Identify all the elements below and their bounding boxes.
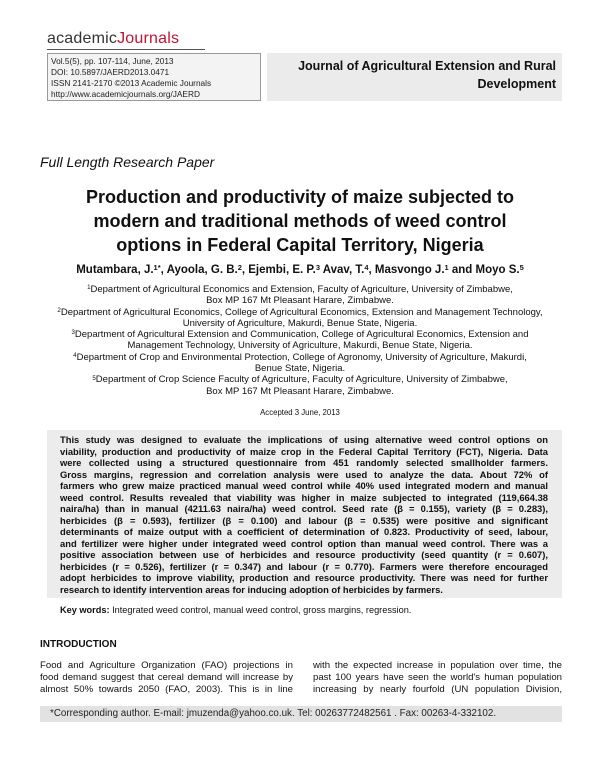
intro-line: almost 50% towards 2050 (FAO, 2003). This is in line [40, 684, 293, 695]
author-separator: , [368, 264, 375, 276]
paper-title [30, 185, 570, 257]
author-name: Avav, T. [322, 264, 365, 276]
intro-column-left [40, 660, 293, 696]
intro-column-right [313, 660, 562, 696]
footer-prefix: *Corresponding author. E-mail: [50, 708, 187, 719]
keywords [60, 604, 411, 616]
author-affiliation-mark: 1 [444, 262, 449, 272]
affiliation-line: Box MP 167 Mt Pleasant Harare, Zimbabwe. [206, 385, 394, 397]
author-name: Mutambara, J. [76, 264, 154, 276]
affiliation-list [30, 284, 570, 397]
journal-title-line: Journal of Agricultural Extension and Rural [298, 59, 556, 73]
journal-title-line: Development [477, 77, 556, 91]
affiliation-text: Department of Agricultural Economics and Extension, Faculty of Agriculture, University of Zimbabwe, [90, 284, 513, 295]
accepted-date: Accepted 3 June, 2013 [260, 408, 340, 417]
footer-contact: . Tel: 00263772482561 . Fax: 00263-4-332102. [291, 708, 497, 719]
keywords-label: Key words: [60, 605, 110, 615]
abstract-line: weed control. Results revealed that viability was higher in maize subjected to integrated (119,664.38 [60, 491, 548, 503]
footer-email[interactable]: jmuzenda@yahoo.co.uk [186, 708, 292, 719]
affiliation [30, 352, 570, 375]
intro-line: food demand suggest that cereal demand will increase by [40, 672, 293, 683]
affiliation [30, 374, 570, 397]
affiliation-line: Box MP 167 Mt Pleasant Harare, Zimbabwe. [206, 295, 394, 307]
abstract-line: viability, production and productivity of maize crop in the Federal Capital Territory (FCT), Nigeria. Data [60, 445, 548, 457]
author-affiliation-mark: 1* [153, 262, 161, 272]
affiliation [30, 329, 570, 352]
logo-underline [47, 49, 205, 50]
citation-info [47, 53, 261, 101]
journal-title [267, 53, 562, 101]
paper-title-line: modern and traditional methods of weed control [93, 211, 507, 231]
intro-line: increasing by nearly fourfold (UN population Division, [313, 684, 562, 695]
section-heading-introduction: INTRODUCTION [40, 639, 117, 650]
intro-line: with the expected increase in population over time, the [313, 660, 562, 671]
journal-logo [47, 30, 179, 48]
footer-note [40, 706, 562, 722]
abstract-box [47, 430, 562, 598]
affiliation-line [30, 352, 570, 363]
affiliation-text: Department of Crop and Environmental Protection, College of Agronomy, University of Agriculture, Makurdi, [76, 351, 527, 363]
abstract-line: and fertilizer were higher under integrated weed control option than manual weed control. There was a [60, 537, 548, 549]
affiliation-line [30, 329, 570, 340]
author-separator: , [160, 264, 167, 276]
citation-doi: DOI: 10.5897/JAERD2013.0471 [51, 67, 170, 77]
abstract-line: farmers who grew maize practiced manual weed control while 40% used integrated modern and manual [60, 480, 548, 491]
affiliation-line: University of Agriculture, Makurdi, Benue State, Nigeria. [182, 317, 418, 329]
abstract-line: research to identify intervention areas for inducing adoption of herbicides by farmers. [60, 583, 443, 595]
logo-word-academic: academic [47, 30, 118, 47]
author-separator: and [448, 264, 476, 276]
affiliation-line [30, 307, 570, 318]
abstract-line: adopt herbicides to improve viability, production and resource productivity. There was need for further [60, 572, 548, 583]
affiliation-mark: 1 [87, 284, 91, 292]
abstract-line: This study was designed to evaluate the implications of using alternative weed control options on [60, 434, 548, 445]
affiliation-mark: 4 [73, 352, 77, 360]
affiliation [30, 284, 570, 307]
abstract-line: were collected using a structured questionnaire from 451 randomly selected smallholder farmers. [60, 457, 548, 468]
author-name: Moyo S. [475, 264, 520, 276]
author-affiliation-mark: 5 [519, 262, 524, 272]
author-list [20, 262, 580, 278]
affiliation-mark: 2 [57, 306, 61, 314]
author-name: Ayoola, G. B. [166, 264, 238, 276]
affiliation-mark: 5 [92, 374, 96, 382]
citation-issn: ISSN 2141-2170 ©2013 Academic Journals [51, 78, 212, 88]
citation-url[interactable]: http://www.academicjournals.org/JAERD [51, 89, 200, 99]
keywords-text: Integrated weed control, manual weed control, gross margins, regression. [112, 605, 412, 615]
author-name: Masvongo J. [374, 264, 445, 276]
author-affiliation-mark: 3 [315, 262, 320, 272]
intro-line: Food and Agriculture Organization (FAO) projections in [40, 660, 293, 671]
affiliation [30, 307, 570, 330]
abstract-line: determinants of maize output with a coefficient of determination of 0.823. Productivity of seed, labour, [60, 526, 548, 537]
author-name: Ejembi, E. P. [248, 264, 316, 276]
header-box [47, 53, 562, 101]
affiliation-line [30, 374, 570, 385]
affiliation-line [30, 284, 570, 295]
affiliation-line: Benue State, Nigeria. [254, 363, 346, 375]
paper-title-line: options in Federal Capital Territory, Nigeria [116, 235, 484, 255]
abstract-line: herbicides (r = 0.526), fertilizer (r = 0.347) and labour (r = 0.770). Farmers were therefore encouraged [60, 560, 548, 572]
abstract-line: herbicides (β = 0.593), fertilizer (β = 0.100) and labour (β = 0.535) were positive and significant [60, 514, 548, 526]
intro-line: past 100 years have seen the world's human population [313, 672, 562, 683]
affiliation-line: Management Technology, University of Agriculture, Makurdi, Benue State, Nigeria. [127, 340, 473, 352]
affiliation-text: Department of Agricultural Extension and Communication, College of Agricultural Economics, Extension and [74, 329, 529, 341]
author-affiliation-mark: 4 [364, 262, 369, 272]
affiliation-text: Department of Crop Science Faculty of Agriculture, Faculty of Agriculture, University of Zimbabwe, [95, 374, 508, 386]
author-affiliation-mark: 2 [237, 262, 242, 272]
abstract-line: positive association between use of herbicides and resource productivity (seed quantity (r = 0.607), [60, 549, 548, 560]
author-separator: , [241, 264, 249, 276]
abstract-line: Gross margins, regression and correlation analysis were used to analyze the data. About 72% of [60, 468, 548, 480]
paper-title-line: Production and productivity of maize subjected to [85, 187, 515, 207]
abstract-line: naira/ha) than in manual (4211.63 naira/ha) weed control. Seed rate (β = 0.155), variety (β = 0.283), [60, 503, 548, 514]
citation-volume: Vol.5(5), pp. 107-114, June, 2013 [51, 56, 174, 66]
affiliation-text: Department of Agricultural Economics, College of Agricultural Economics, Extension and Management Technology, [60, 306, 543, 318]
logo-word-journals: Journals [117, 30, 180, 47]
article-type: Full Length Research Paper [40, 154, 215, 170]
affiliation-mark: 3 [71, 329, 75, 337]
